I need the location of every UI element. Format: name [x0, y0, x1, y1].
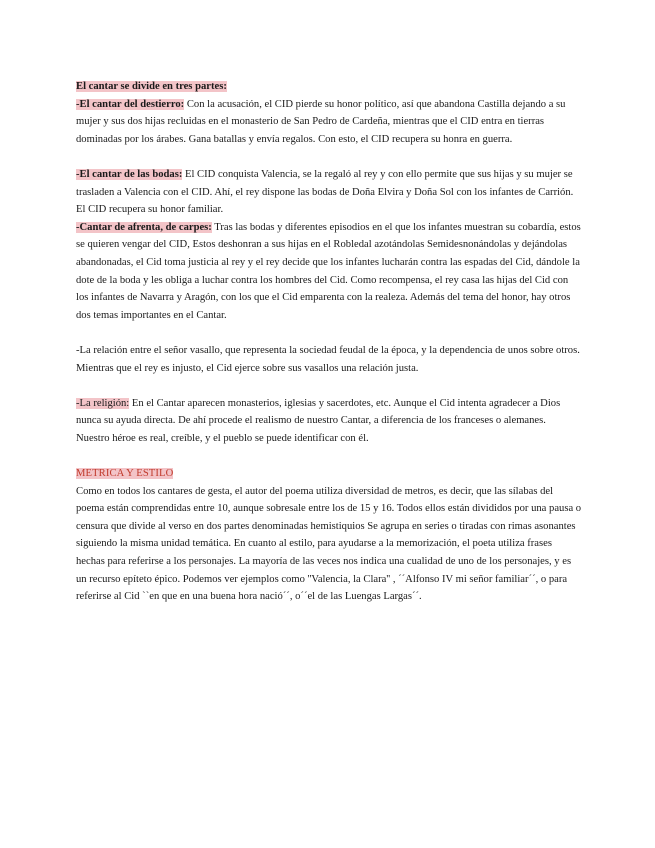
spacer — [76, 148, 582, 166]
paragraph-relacion — [76, 342, 582, 377]
paragraph-destierro — [76, 96, 582, 149]
label-bodas: -El cantar de las bodas: — [76, 168, 183, 180]
paragraph-religion — [76, 395, 582, 448]
heading-metrica-paragraph — [76, 465, 582, 483]
text-bodas: El CID conquista Valencia, se la regaló al rey y con ello permite que sus hijas y su mujer se trasladen a Valencia con el CID. Ahí, el rey dispone las bodas de Doña Elvira y Doña Sol con los infantes de Carrión. El CID recupera su honor familiar. — [76, 168, 574, 216]
paragraph-bodas — [76, 166, 582, 219]
heading-paragraph — [76, 78, 582, 96]
section-heading-tres-partes: El cantar se divide en tres partes: — [76, 81, 227, 92]
document-page — [76, 78, 582, 606]
text-destierro: Con la acusación, el CID pierde su honor político, así que abandona Castilla dejando a su mujer y sus dos hijas recluidas en el monasterio de San Pedro de Cardeña, mientras que el CID entra en tierras dominadas por los árabes. Gana batallas y envía regalos. Con esto, el CID recupera su honra en guerra. — [76, 98, 566, 145]
text-religion: En el Cantar aparecen monasterios, iglesias y sacerdotes, etc. Aunque el Cid intenta agradecer a Dios nunca su ayuda directa. De ahí procede el realismo de nuestro Cantar, a diferencia de los franceses o alemanes. Nuestro héroe es real, creíble, y el pueblo se puede identificar con él. — [76, 397, 561, 444]
label-afrenta: -Cantar de afrenta, de carpes: — [76, 221, 212, 233]
text-afrenta: Tras las bodas y diferentes episodios en el que los infantes muestran su cobardía, estos se quieren vengar del CID, Estos deshonran a sus hijas en el Robledal azotándolas Semidesnonándolas y dejándolas abandonadas, el Cid toma justicia al rey y el rey decide que los infantes lucharán contra las espadas del Cid, dándole la dote de la boda y les obliga a luchar contra los hombres del Cid. Como recompensa, el rey casa las hijas del Cid con los infantes de Navarra y Aragón, con los que el Cid emparenta con la realeza. Además del tema del honor, hay otros dos temas importantes en el Cantar. — [76, 221, 581, 321]
spacer — [76, 324, 582, 342]
paragraph-afrenta — [76, 219, 582, 325]
paragraph-metrica — [76, 483, 582, 606]
text-metrica: Como en todos los cantares de gesta, el autor del poema utiliza diversidad de metros, es decir, que las sílabas del poema están comprendidas entre 10, aunque sobresale entre los de 15 y 16. Todos ellos están divididos por una pausa o censura que divide al verso en dos partes denominadas hemistiquios Se agrupa en series o tiradas con rimas asonantes siguiendo la misma unidad temática. En cuanto al estilo, para ayudarse a la memorización, el poeta utiliza frases hechas para referirse a los personajes. La mayoría de las veces nos indica una cualidad de uno de los personajes, y es un recurso epíteto épico. Podemos ver ejemplos como ''Valencia, la Clara'' , ´´Alfonso IV mi señor familiar´´, o para referirse al Cid ``en que en una buena hora nació´´, o´´el de las Luengas Largas´´. — [76, 485, 582, 603]
text-relacion: -La relación entre el señor vasallo, que representa la sociedad feudal de la época, y la dependencia de unos sobre otros. Mientras que el rey es injusto, el Cid ejerce sobre sus vasallos una relación justa. — [76, 344, 580, 374]
section-heading-metrica: METRICA Y ESTILO — [76, 468, 174, 480]
label-destierro: -El cantar del destierro: — [76, 98, 185, 110]
spacer — [76, 447, 582, 465]
spacer — [76, 377, 582, 395]
label-religion: -La religión: — [76, 397, 130, 409]
